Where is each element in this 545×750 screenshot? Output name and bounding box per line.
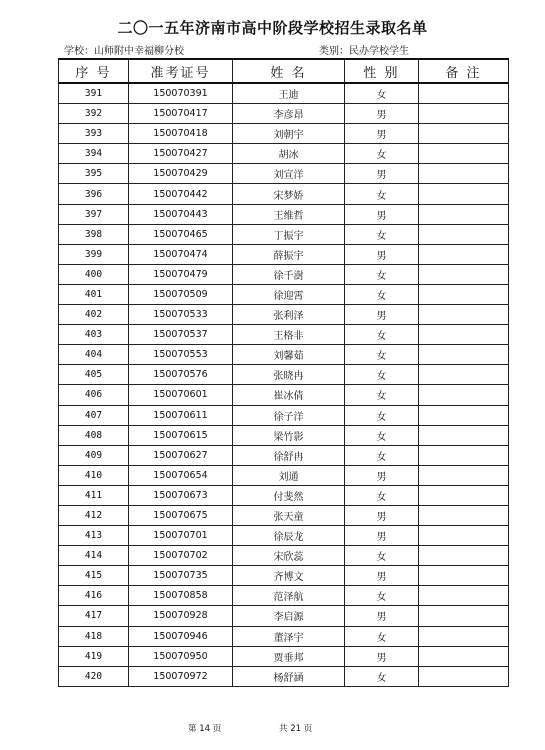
cell-name: 李启源 — [233, 606, 345, 626]
cell-remark — [419, 345, 509, 365]
cell-exam-no: 150070576 — [129, 365, 233, 385]
cell-gender: 女 — [345, 586, 419, 606]
cell-remark — [419, 264, 509, 284]
cell-exam-no: 150070474 — [129, 244, 233, 264]
cell-name: 徐舒冉 — [233, 445, 345, 465]
cell-exam-no: 150070735 — [129, 566, 233, 586]
cell-gender: 男 — [345, 104, 419, 124]
cell-exam-no: 150070553 — [129, 345, 233, 365]
cell-seq: 395 — [59, 164, 129, 184]
cell-gender: 男 — [345, 646, 419, 666]
cell-exam-no: 150070443 — [129, 204, 233, 224]
cell-gender: 女 — [345, 224, 419, 244]
cell-remark — [419, 144, 509, 164]
cell-exam-no: 150070972 — [129, 666, 233, 686]
cell-name: 王格非 — [233, 325, 345, 345]
cell-seq: 402 — [59, 305, 129, 325]
table-row — [59, 365, 509, 385]
cell-name: 齐博文 — [233, 566, 345, 586]
cell-seq: 406 — [59, 385, 129, 405]
cell-seq: 404 — [59, 345, 129, 365]
cell-gender: 女 — [345, 405, 419, 425]
table-row — [59, 224, 509, 244]
cell-gender: 男 — [345, 305, 419, 325]
admission-table — [58, 58, 509, 687]
cell-seq: 409 — [59, 445, 129, 465]
cell-remark — [419, 325, 509, 345]
cell-gender: 男 — [345, 204, 419, 224]
cell-name: 宋欣蕊 — [233, 546, 345, 566]
cell-remark — [419, 626, 509, 646]
cell-gender: 女 — [345, 83, 419, 104]
cell-seq: 410 — [59, 465, 129, 485]
cell-seq: 403 — [59, 325, 129, 345]
table-row — [59, 425, 509, 445]
cell-name: 刘馨茹 — [233, 345, 345, 365]
cell-name: 徐辰龙 — [233, 526, 345, 546]
cell-remark — [419, 385, 509, 405]
column-header-exam-no: 准考证号 — [129, 59, 233, 83]
cell-exam-no: 150070675 — [129, 505, 233, 525]
cell-name: 李彦昂 — [233, 104, 345, 124]
cell-name: 薛振宇 — [233, 244, 345, 264]
cell-gender: 女 — [345, 385, 419, 405]
cell-gender: 男 — [345, 465, 419, 485]
cell-exam-no: 150070701 — [129, 526, 233, 546]
cell-seq: 393 — [59, 124, 129, 144]
cell-exam-no: 150070673 — [129, 485, 233, 505]
cell-remark — [419, 526, 509, 546]
cell-gender: 女 — [345, 144, 419, 164]
table-row — [59, 204, 509, 224]
cell-remark — [419, 124, 509, 144]
cell-remark — [419, 465, 509, 485]
cell-seq: 411 — [59, 485, 129, 505]
table-row — [59, 144, 509, 164]
table-row — [59, 626, 509, 646]
cell-name: 徐千澍 — [233, 264, 345, 284]
table-row — [59, 646, 509, 666]
cell-name: 张晓冉 — [233, 365, 345, 385]
cell-remark — [419, 224, 509, 244]
cell-name: 王迪 — [233, 83, 345, 104]
cell-name: 贾垂邦 — [233, 646, 345, 666]
cell-name: 丁振宇 — [233, 224, 345, 244]
cell-exam-no: 150070442 — [129, 184, 233, 204]
cell-gender: 女 — [345, 626, 419, 646]
cell-remark — [419, 505, 509, 525]
cell-name: 张天童 — [233, 505, 345, 525]
cell-gender: 女 — [345, 325, 419, 345]
cell-remark — [419, 606, 509, 626]
table-row — [59, 83, 509, 104]
cell-name: 刘宣洋 — [233, 164, 345, 184]
cell-exam-no: 150070418 — [129, 124, 233, 144]
cell-seq: 416 — [59, 586, 129, 606]
table-row — [59, 345, 509, 365]
cell-name: 梁竹影 — [233, 425, 345, 445]
cell-name: 董泽宇 — [233, 626, 345, 646]
table-row — [59, 184, 509, 204]
cell-exam-no: 150070702 — [129, 546, 233, 566]
cell-exam-no: 150070858 — [129, 586, 233, 606]
cell-gender: 女 — [345, 425, 419, 445]
cell-remark — [419, 566, 509, 586]
cell-gender: 女 — [345, 546, 419, 566]
cell-remark — [419, 425, 509, 445]
cell-seq: 400 — [59, 264, 129, 284]
table-row — [59, 325, 509, 345]
cell-exam-no: 150070533 — [129, 305, 233, 325]
column-header-gender: 性 别 — [345, 59, 419, 83]
cell-gender: 女 — [345, 284, 419, 304]
table-row — [59, 445, 509, 465]
cell-remark — [419, 546, 509, 566]
cell-name: 刘朝宇 — [233, 124, 345, 144]
column-header-seq: 序 号 — [59, 59, 129, 83]
cell-exam-no: 150070479 — [129, 264, 233, 284]
cell-exam-no: 150070429 — [129, 164, 233, 184]
cell-exam-no: 150070950 — [129, 646, 233, 666]
table-row — [59, 284, 509, 304]
cell-name: 胡冰 — [233, 144, 345, 164]
cell-remark — [419, 83, 509, 104]
table-row — [59, 264, 509, 284]
cell-exam-no: 150070509 — [129, 284, 233, 304]
table-row — [59, 305, 509, 325]
table-row — [59, 666, 509, 686]
cell-remark — [419, 164, 509, 184]
cell-exam-no: 150070391 — [129, 83, 233, 104]
cell-seq: 415 — [59, 566, 129, 586]
cell-remark — [419, 305, 509, 325]
cell-exam-no: 150070611 — [129, 405, 233, 425]
table-row — [59, 465, 509, 485]
cell-seq: 394 — [59, 144, 129, 164]
table-row — [59, 546, 509, 566]
cell-exam-no: 150070427 — [129, 144, 233, 164]
cell-exam-no: 150070465 — [129, 224, 233, 244]
cell-seq: 417 — [59, 606, 129, 626]
table-row — [59, 405, 509, 425]
cell-exam-no: 150070615 — [129, 425, 233, 445]
cell-remark — [419, 184, 509, 204]
cell-name: 付斐然 — [233, 485, 345, 505]
cell-exam-no: 150070601 — [129, 385, 233, 405]
cell-seq: 408 — [59, 425, 129, 445]
cell-exam-no: 150070627 — [129, 445, 233, 465]
cell-gender: 男 — [345, 124, 419, 144]
table-row — [59, 385, 509, 405]
cell-gender: 男 — [345, 566, 419, 586]
cell-exam-no: 150070946 — [129, 626, 233, 646]
cell-name: 徐子洋 — [233, 405, 345, 425]
table-row — [59, 104, 509, 124]
cell-seq: 413 — [59, 526, 129, 546]
cell-seq: 420 — [59, 666, 129, 686]
cell-remark — [419, 244, 509, 264]
column-header-remark: 备 注 — [419, 59, 509, 83]
cell-name: 徐迎霄 — [233, 284, 345, 304]
cell-gender: 男 — [345, 164, 419, 184]
cell-seq: 398 — [59, 224, 129, 244]
cell-gender: 女 — [345, 345, 419, 365]
cell-seq: 407 — [59, 405, 129, 425]
cell-gender: 男 — [345, 526, 419, 546]
cell-remark — [419, 445, 509, 465]
cell-name: 杨舒涵 — [233, 666, 345, 686]
cell-name: 王维哲 — [233, 204, 345, 224]
table-row — [59, 606, 509, 626]
page-number: 第 14 页 — [188, 724, 222, 734]
page-total: 共 21 页 — [279, 724, 313, 734]
cell-remark — [419, 284, 509, 304]
cell-remark — [419, 666, 509, 686]
cell-seq: 396 — [59, 184, 129, 204]
cell-gender: 女 — [345, 365, 419, 385]
cell-gender: 女 — [345, 264, 419, 284]
cell-seq: 399 — [59, 244, 129, 264]
document-title: 二〇一五年济南市高中阶段学校招生录取名单 — [117, 19, 428, 37]
table-row — [59, 586, 509, 606]
table-header-row — [59, 59, 509, 83]
table-row — [59, 566, 509, 586]
cell-remark — [419, 405, 509, 425]
cell-exam-no: 150070654 — [129, 465, 233, 485]
cell-remark — [419, 485, 509, 505]
cell-remark — [419, 646, 509, 666]
cell-remark — [419, 586, 509, 606]
cell-name: 范泽航 — [233, 586, 345, 606]
cell-seq: 405 — [59, 365, 129, 385]
table-row — [59, 244, 509, 264]
cell-remark — [419, 365, 509, 385]
cell-name: 张利泽 — [233, 305, 345, 325]
category-label: 类别：民办学校学生 — [319, 46, 409, 57]
cell-seq: 391 — [59, 83, 129, 104]
cell-gender: 女 — [345, 184, 419, 204]
table-row — [59, 505, 509, 525]
column-header-name: 姓 名 — [233, 59, 345, 83]
cell-gender: 男 — [345, 244, 419, 264]
cell-gender: 男 — [345, 606, 419, 626]
cell-exam-no: 150070537 — [129, 325, 233, 345]
cell-gender: 男 — [345, 505, 419, 525]
cell-name: 刘通 — [233, 465, 345, 485]
cell-seq: 397 — [59, 204, 129, 224]
cell-exam-no: 150070417 — [129, 104, 233, 124]
cell-exam-no: 150070928 — [129, 606, 233, 626]
cell-seq: 401 — [59, 284, 129, 304]
table-row — [59, 526, 509, 546]
table-row — [59, 124, 509, 144]
cell-seq: 414 — [59, 546, 129, 566]
cell-remark — [419, 204, 509, 224]
table-row — [59, 164, 509, 184]
cell-gender: 女 — [345, 445, 419, 465]
table-body — [59, 83, 509, 686]
cell-remark — [419, 104, 509, 124]
school-label: 学校：山师附中幸福柳分校 — [64, 46, 184, 57]
cell-seq: 392 — [59, 104, 129, 124]
cell-name: 崔冰倩 — [233, 385, 345, 405]
cell-gender: 女 — [345, 666, 419, 686]
cell-name: 宋梦娇 — [233, 184, 345, 204]
cell-gender: 女 — [345, 485, 419, 505]
cell-seq: 419 — [59, 646, 129, 666]
table-row — [59, 485, 509, 505]
cell-seq: 418 — [59, 626, 129, 646]
cell-seq: 412 — [59, 505, 129, 525]
